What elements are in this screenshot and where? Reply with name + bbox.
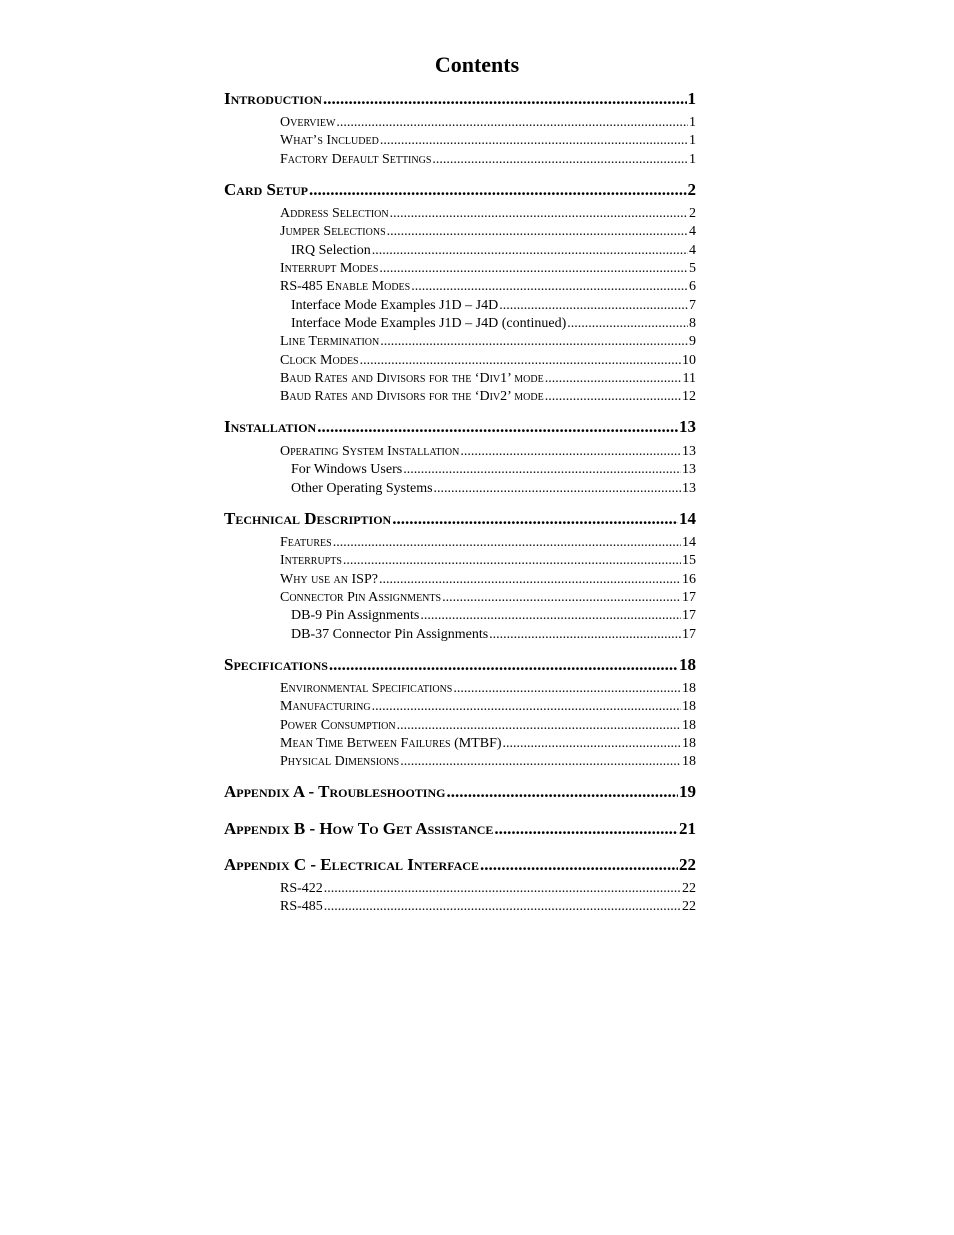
dot-leader	[392, 508, 678, 530]
dot-leader	[480, 854, 678, 876]
dot-leader	[323, 88, 687, 110]
toc-chapter-entry[interactable]	[224, 508, 696, 530]
dot-leader	[411, 278, 688, 296]
dot-leader	[499, 297, 688, 315]
toc-entry-title: Manufacturing	[280, 699, 371, 714]
dot-leader	[446, 781, 678, 803]
toc-section-entry[interactable]	[280, 698, 696, 716]
toc-section-entry[interactable]	[280, 898, 696, 916]
toc-section-entry[interactable]	[280, 735, 696, 753]
toc-subsection-entry[interactable]	[291, 626, 696, 644]
toc-entry-title: Factory Default Settings	[280, 152, 432, 167]
toc-entry-page-number: 22	[679, 855, 696, 874]
toc-entry-page-number: 21	[679, 819, 696, 838]
page-title: Contents	[434, 52, 520, 77]
toc-entry-title: Why use an ISP?	[280, 572, 378, 587]
toc-section-entry[interactable]	[280, 388, 696, 406]
toc-section-entry[interactable]	[280, 132, 696, 150]
dot-leader	[432, 151, 688, 169]
toc-section-entry[interactable]	[280, 717, 696, 735]
toc-chapter-entry[interactable]	[224, 781, 696, 803]
dot-leader	[380, 333, 688, 351]
toc-entry-page-number: 18	[682, 754, 696, 769]
toc-entry-title: RS-422	[280, 881, 323, 896]
dot-leader	[442, 589, 681, 607]
toc-entry-page-number: 12	[682, 389, 696, 404]
toc-section-entry[interactable]	[280, 223, 696, 241]
toc-entry-title: Interface Mode Examples J1D – J4D	[291, 298, 499, 313]
toc-entry-page-number: 13	[682, 481, 696, 496]
toc-entry-page-number: 17	[682, 608, 696, 623]
dot-leader	[387, 223, 688, 241]
toc-section-entry[interactable]	[280, 589, 696, 607]
toc-entry-page-number: 1	[689, 133, 696, 148]
toc-subsection-entry[interactable]	[291, 480, 696, 498]
toc-entry-page-number: 19	[679, 782, 696, 801]
toc-entry-title: For Windows Users	[291, 462, 403, 477]
toc-subsection-entry[interactable]	[291, 607, 696, 625]
toc-entry-page-number: 2	[689, 206, 696, 221]
toc-entry-title: Appendix B - How To Get Assistance	[224, 819, 494, 838]
toc-entry-title: RS-485 Enable Modes	[280, 279, 411, 294]
dot-leader	[372, 698, 681, 716]
toc-entry-page-number: 17	[682, 590, 696, 605]
toc-chapter-entry[interactable]	[224, 654, 696, 676]
toc-entry-title: Interrupts	[280, 553, 342, 568]
toc-entry-title: Overview	[280, 115, 336, 130]
toc-entry-title: DB-37 Connector Pin Assignments	[291, 627, 489, 642]
dot-leader	[343, 552, 681, 570]
toc-entry-page-number: 1	[689, 115, 696, 130]
toc-entry-page-number: 18	[679, 655, 696, 674]
toc-section-entry[interactable]	[280, 278, 696, 296]
toc-chapter-entry[interactable]	[224, 179, 696, 201]
toc-entry-title: IRQ Selection	[291, 243, 371, 258]
dot-leader	[489, 626, 681, 644]
toc-entry-title: Appendix C - Electrical Interface	[224, 855, 479, 874]
toc-entry-page-number: 13	[682, 462, 696, 477]
dot-leader	[400, 753, 681, 771]
toc-entry-page-number: 18	[682, 681, 696, 696]
dot-leader	[324, 898, 681, 916]
dot-leader	[379, 260, 688, 278]
toc-section-entry[interactable]	[280, 753, 696, 771]
toc-entry-title: Card Setup	[224, 180, 308, 199]
toc-chapter-entry[interactable]	[224, 818, 696, 840]
toc-entry-page-number: 4	[689, 224, 696, 239]
toc-subsection-entry[interactable]	[291, 461, 696, 479]
toc-entry-page-number: 7	[689, 298, 696, 313]
toc-entry-page-number: 22	[682, 881, 696, 896]
dot-leader	[567, 315, 688, 333]
dot-leader	[336, 114, 688, 132]
toc-section-entry[interactable]	[280, 151, 696, 169]
toc-entry-title: Specifications	[224, 655, 328, 674]
toc-section-entry[interactable]	[280, 352, 696, 370]
toc-chapter-entry[interactable]	[224, 416, 696, 438]
dot-leader	[380, 132, 688, 150]
toc-entry-title: Baud Rates and Divisors for the ‘Div1’ mode	[280, 371, 544, 386]
toc-entry-title: Introduction	[224, 89, 322, 108]
toc-entry-page-number: 1	[687, 89, 696, 108]
toc-subsection-entry[interactable]	[291, 297, 696, 315]
toc-entry-title: Other Operating Systems	[291, 481, 433, 496]
toc-entry-title: Technical Description	[224, 509, 392, 528]
toc-entry-page-number: 5	[689, 261, 696, 276]
toc-entry-page-number: 13	[679, 417, 696, 436]
dot-leader	[403, 461, 681, 479]
dot-leader	[494, 818, 678, 840]
dot-leader	[333, 534, 681, 552]
toc-entry-title: Operating System Installation	[280, 444, 460, 459]
toc-chapter-entry[interactable]	[224, 88, 696, 110]
toc-entry-title: Address Selection	[280, 206, 389, 221]
dot-leader	[360, 352, 681, 370]
toc-entry-title: DB-9 Pin Assignments	[291, 608, 420, 623]
toc-entry-page-number: 1	[689, 152, 696, 167]
dot-leader	[545, 370, 682, 388]
toc-entry-page-number: 4	[689, 243, 696, 258]
dot-leader	[329, 654, 678, 676]
toc-entry-page-number: 18	[682, 736, 696, 751]
toc-entry-title: Environmental Specifications	[280, 681, 453, 696]
toc-subsection-entry[interactable]	[291, 315, 696, 333]
dot-leader	[379, 571, 681, 589]
dot-leader	[372, 242, 688, 260]
toc-entry-page-number: 6	[689, 279, 696, 294]
toc-entry-title: RS-485	[280, 899, 323, 914]
toc-entry-title: Baud Rates and Divisors for the ‘Div2’ mode	[280, 389, 544, 404]
toc-section-entry[interactable]	[280, 114, 696, 132]
toc-entry-title: What’s Included	[280, 133, 379, 148]
toc-entry-title: Interface Mode Examples J1D – J4D (continued)	[291, 316, 567, 331]
toc-section-entry[interactable]	[280, 370, 696, 388]
toc-section-entry[interactable]	[280, 260, 696, 278]
toc-entry-title: Installation	[224, 417, 317, 436]
toc-entry-page-number: 13	[682, 444, 696, 459]
toc-entry-page-number: 14	[682, 535, 696, 550]
toc-entry-page-number: 14	[679, 509, 696, 528]
dot-leader	[324, 880, 681, 898]
toc-entry-page-number: 22	[682, 899, 696, 914]
dot-leader	[309, 179, 687, 201]
toc-entry-page-number: 9	[689, 334, 696, 349]
toc-entry-title: Clock Modes	[280, 353, 359, 368]
toc-entry-title: Connector Pin Assignments	[280, 590, 442, 605]
dot-leader	[390, 205, 688, 223]
dot-leader	[317, 416, 678, 438]
dot-leader	[460, 443, 681, 461]
toc-entry-title: Jumper Selections	[280, 224, 386, 239]
toc-entry-title: Mean Time Between Failures (MTBF)	[280, 736, 502, 751]
dot-leader	[397, 717, 681, 735]
toc-chapter-entry[interactable]	[224, 854, 696, 876]
toc-entry-page-number: 10	[682, 353, 696, 368]
toc-entry-title: Physical Dimensions	[280, 754, 400, 769]
toc-entry-page-number: 18	[682, 718, 696, 733]
toc-section-entry[interactable]	[280, 680, 696, 698]
toc-section-entry[interactable]	[280, 552, 696, 570]
toc-entry-page-number: 17	[682, 627, 696, 642]
toc-section-entry[interactable]	[280, 571, 696, 589]
toc-entry-page-number: 2	[687, 180, 696, 199]
toc-section-entry[interactable]	[280, 205, 696, 223]
toc-entry-title: Appendix A - Troubleshooting	[224, 782, 446, 801]
dot-leader	[453, 680, 681, 698]
toc-entry-page-number: 16	[682, 572, 696, 587]
toc-section-entry[interactable]	[280, 880, 696, 898]
toc-section-entry[interactable]	[280, 534, 696, 552]
toc-entry-page-number: 8	[689, 316, 696, 331]
toc-entry-title: Features	[280, 535, 332, 550]
toc-entry-title: Line Termination	[280, 334, 380, 349]
dot-leader	[503, 735, 681, 753]
toc-entry-page-number: 15	[682, 553, 696, 568]
toc-entry-title: Interrupt Modes	[280, 261, 379, 276]
dot-leader	[420, 607, 681, 625]
toc-entry-title: Power Consumption	[280, 718, 396, 733]
toc-section-entry[interactable]	[280, 333, 696, 351]
dot-leader	[545, 388, 681, 406]
toc-entry-page-number: 18	[682, 699, 696, 714]
toc-entry-page-number: 11	[682, 371, 696, 386]
toc-subsection-entry[interactable]	[291, 242, 696, 260]
dot-leader	[434, 480, 681, 498]
toc-section-entry[interactable]	[280, 443, 696, 461]
